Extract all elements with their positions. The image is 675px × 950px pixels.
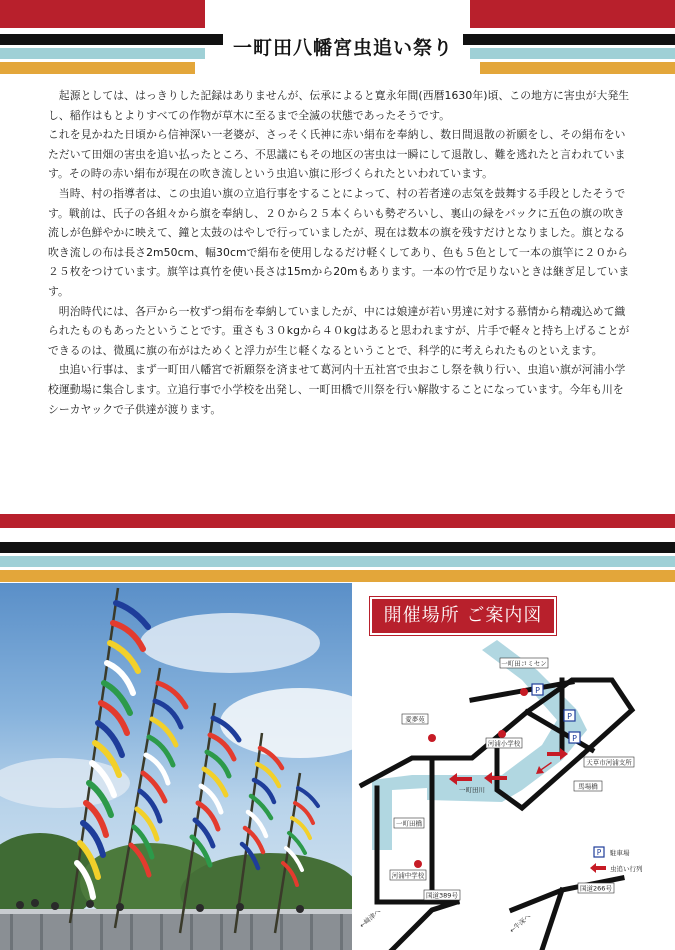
junior-high-marker	[414, 860, 422, 868]
festival-banners-photo	[0, 583, 352, 950]
middle-stripe-teal	[0, 556, 675, 567]
label-community-center: 一町田コミセン	[501, 659, 547, 668]
page-title: 一町田八幡宮虫追い祭り	[223, 33, 463, 63]
paragraph-origin: 起源としては、はっきりした記録はありませんが、伝承によると寛永年間(西暦1630年)頃、この地方に害虫が大発生し、稲作はもとよりすべての作物が草木に至るまで全滅の状態であったそうです。	[48, 89, 630, 122]
top-stripe-gold-right	[480, 62, 675, 74]
label-route266: 国道266号	[580, 884, 612, 893]
label-school: 河浦小学校	[487, 739, 521, 748]
community-center-marker	[520, 688, 528, 696]
legend-parking: 駐車場	[610, 849, 630, 857]
legend-procession: 虫追い行列	[610, 865, 643, 873]
label-branch: 天草市河浦支所	[586, 758, 632, 767]
map-title: 開催場所 ご案内図	[370, 597, 556, 635]
svg-text:P: P	[567, 712, 572, 721]
top-stripe-black-left	[0, 34, 225, 45]
middle-stripe-red	[0, 514, 675, 528]
svg-text:P: P	[596, 848, 602, 857]
venue-map	[352, 640, 675, 950]
label-junior-high: 河浦中学校	[391, 871, 425, 880]
paragraph-event: 虫追い行事は、まず一町田八幡宮で祈願祭を済ませて葛河内十五社宮で虫おこし祭を執り行い、虫追い旗が河浦小学校運動場に集合します。立追行事で小学校を出発し、一町田橋で川祭を行い解散することになっています。今年も川をシーカヤックで子供達が渡ります。	[48, 363, 626, 416]
label-to-ushibuka: ←牛深へ	[508, 912, 533, 935]
label-bridge-east: 馬場橋	[578, 782, 598, 791]
top-stripe-teal-right	[470, 48, 675, 59]
top-stripe-teal-left	[0, 48, 205, 59]
map-legend	[590, 847, 643, 873]
label-river: 一町田川	[459, 786, 485, 794]
label-route389: 国道389号	[426, 891, 458, 900]
paragraph-legend: これを見かねた日頃から信神深い一老婆が、さっそく氏神に赤い絹布を奉納し、数日間退散の祈願をし、その絹布をいただいて田畑の害虫を追い払ったところ、不思議にもその地区の害虫は一瞬にして退散し、難を逃れたと言われています。その時の赤い絹布が現在の吹き流しという虫追い旗に形づくられたといわれています。	[48, 128, 626, 181]
svg-text:P: P	[535, 686, 540, 695]
school-marker	[498, 730, 506, 738]
paragraph-meiji: 明治時代には、各戸から一枚ずつ絹布を奉納していましたが、中には娘達が若い男達に対する慕情から精魂込めて織られたものもあったということです。重さも３０kgから４０kgはあると思われますが、片手で軽々と持ち上げることができるのは、微風に旗の布がはためくと浮力が生じ軽くなるということで、科学的に考えられたものといえます。	[48, 304, 630, 357]
top-stripe-red-right	[470, 0, 675, 28]
top-stripe-red-left	[0, 0, 205, 28]
article-body	[48, 86, 632, 419]
aishien-marker	[428, 734, 436, 742]
label-aishien: 愛夢苑	[405, 715, 425, 724]
top-stripe-gold-left	[0, 62, 195, 74]
paragraph-custom: 当時、村の指導者は、この虫追い旗の立追行事をすることによって、村の若者達の志気を鼓舞する手段としたそうです。戦前は、氏子の各組々から旗を奉納し、２０から２５本くらいも勢ぞろいし、裏山の緑をバックに五色の旗の吹き流しが色鮮やかに映えて、鐘と太鼓のはやしで行っていましたが、現在は数本の旗を残すだけとなりました。旗となる吹き流しの布は長さ2m50cm、幅30cmで絹布を使用しなるだけ軽くしてあり、色も５色として一本の旗竿に２０から２５枚をつけています。旗竿は真竹を使い長さは15mから20mもあります。一本の竹で足りないときは継ぎ足しています。	[48, 186, 630, 298]
label-bridge-main: 一町田橋	[396, 819, 422, 828]
svg-text:P: P	[572, 734, 577, 743]
middle-stripe-gold	[0, 570, 675, 582]
label-to-sakitsu: ←﨑津へ	[358, 907, 383, 930]
banner-illustration	[0, 583, 352, 950]
middle-stripe-black	[0, 542, 675, 553]
top-stripe-black-right	[462, 34, 675, 45]
